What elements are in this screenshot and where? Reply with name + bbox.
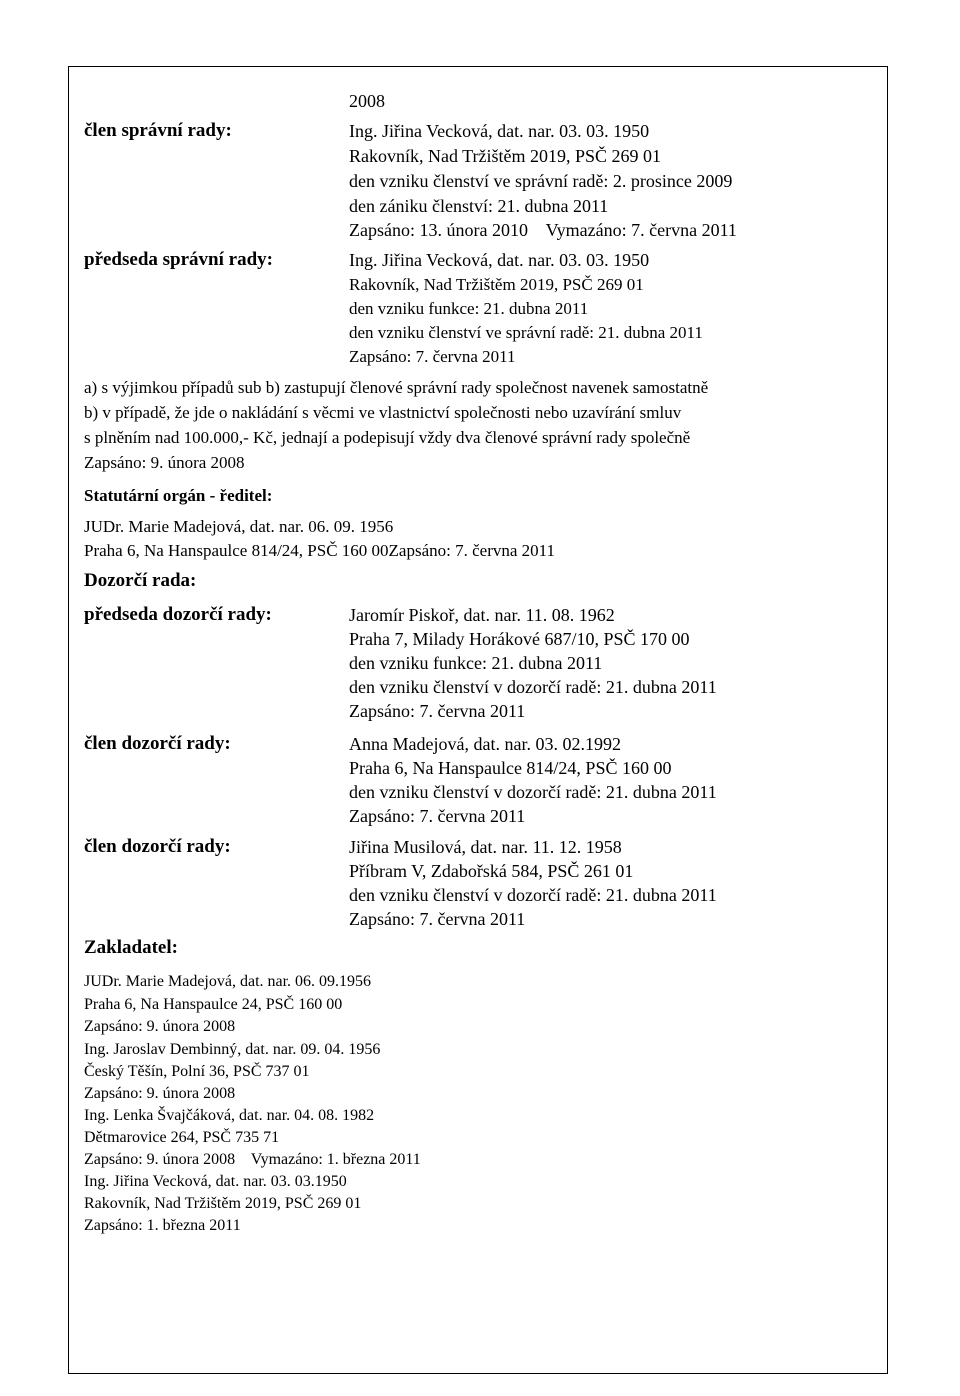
clen-sr-line: Zapsáno: 13. února 2010 Vymazáno: 7. června 2011 xyxy=(349,220,737,240)
clen-dr-line: den vzniku členství v dozorčí radě: 21. dubna 2011 xyxy=(349,885,717,905)
clen-dr-label: člen dozorčí rady: xyxy=(84,836,231,857)
clen-dr-line: den vzniku členství v dozorčí radě: 21. dubna 2011 xyxy=(349,782,717,802)
predseda-sr-line: den vzniku funkce: 21. dubna 2011 xyxy=(349,299,589,318)
clen-dr-line: Anna Madejová, dat. nar. 03. 02.1992 xyxy=(349,734,621,754)
clen-dr-line: Zapsáno: 7. června 2011 xyxy=(349,806,526,826)
predseda-dr-line: Jaromír Piskoř, dat. nar. 11. 08. 1962 xyxy=(349,605,615,625)
clen-dr-line: Jiřina Musilová, dat. nar. 11. 12. 1958 xyxy=(349,837,622,857)
statutarni-line: JUDr. Marie Madejová, dat. nar. 06. 09. 1956 xyxy=(84,517,394,536)
statutarni-line: Praha 6, Na Hanspaulce 814/24, PSČ 160 00Zapsáno: 7. června 2011 xyxy=(84,541,556,560)
predseda-dr-label: předseda dozorčí rady: xyxy=(84,604,272,625)
predseda-dr-line: den vzniku funkce: 21. dubna 2011 xyxy=(349,653,603,673)
predseda-dr-line: Zapsáno: 7. června 2011 xyxy=(349,701,526,721)
predseda-sr-line: den vzniku členství ve správní radě: 21. dubna 2011 xyxy=(349,323,703,342)
predseda-sr-line: Zapsáno: 7. června 2011 xyxy=(349,347,516,366)
clen-sr-line: den vzniku členství ve správní radě: 2. prosince 2009 xyxy=(349,171,733,191)
predseda-sr-line: Ing. Jiřina Vecková, dat. nar. 03. 03. 1950 xyxy=(349,250,650,270)
clen-dr-line: Příbram V, Zdabořská 584, PSČ 261 01 xyxy=(349,861,634,881)
statutarni-heading: Statutární orgán - ředitel: xyxy=(84,486,273,505)
zakladatel-line: Zapsáno: 9. února 2008 Vymazáno: 1. března 2011 xyxy=(84,1151,421,1168)
zakladatel-line: Český Těšín, Polní 36, PSČ 737 01 xyxy=(84,1063,310,1080)
zakladatel-line: Zapsáno: 9. února 2008 xyxy=(84,1085,236,1102)
jednani-line: a) s výjimkou případů sub b) zastupují členové správní rady společnost navenek samostatně xyxy=(84,378,709,397)
jednani-line: s plněním nad 100.000,- Kč, jednají a podepisují vždy dva členové správní rady společně xyxy=(84,428,691,447)
year-text: 2008 xyxy=(349,91,385,111)
clen-sr-line: Ing. Jiřina Vecková, dat. nar. 03. 03. 1950 xyxy=(349,121,650,141)
zakladatel-line: Praha 6, Na Hanspaulce 24, PSČ 160 00 xyxy=(84,996,343,1013)
zakladatel-line: Dětmarovice 264, PSČ 735 71 xyxy=(84,1129,280,1146)
clen-sr-label: člen správní rady: xyxy=(84,120,232,141)
predseda-dr-line: Praha 7, Milady Horákové 687/10, PSČ 170 00 xyxy=(349,629,690,649)
zakladatel-line: Ing. Jiřina Vecková, dat. nar. 03. 03.1950 xyxy=(84,1173,347,1190)
zakladatel-line: JUDr. Marie Madejová, dat. nar. 06. 09.1956 xyxy=(84,973,372,990)
clen-dr-line: Zapsáno: 7. června 2011 xyxy=(349,909,526,929)
dozorci-rada-heading: Dozorčí rada: xyxy=(84,570,197,591)
jednani-line: b) v případě, že jde o nakládání s věcmi ve vlastnictví společnosti nebo uzavírání smluv xyxy=(84,403,682,422)
clen-sr-line: Rakovník, Nad Tržištěm 2019, PSČ 269 01 xyxy=(349,146,662,166)
zakladatel-line: Zapsáno: 1. března 2011 xyxy=(84,1217,241,1234)
predseda-dr-line: den vzniku členství v dozorčí radě: 21. dubna 2011 xyxy=(349,677,717,697)
zakladatel-line: Zapsáno: 9. února 2008 xyxy=(84,1018,236,1035)
clen-dr-label: člen dozorčí rady: xyxy=(84,733,231,754)
clen-dr-line: Praha 6, Na Hanspaulce 814/24, PSČ 160 00 xyxy=(349,758,672,778)
zakladatel-line: Ing. Jaroslav Dembinný, dat. nar. 09. 04. 1956 xyxy=(84,1041,381,1058)
zakladatel-heading: Zakladatel: xyxy=(84,937,178,958)
zakladatel-line: Rakovník, Nad Tržištěm 2019, PSČ 269 01 xyxy=(84,1195,362,1212)
clen-sr-line: den zániku členství: 21. dubna 2011 xyxy=(349,196,609,216)
zakladatel-line: Ing. Lenka Švajčáková, dat. nar. 04. 08. 1982 xyxy=(84,1107,375,1124)
jednani-line: Zapsáno: 9. února 2008 xyxy=(84,453,245,472)
predseda-sr-line: Rakovník, Nad Tržištěm 2019, PSČ 269 01 xyxy=(349,275,644,294)
predseda-sr-label: předseda správní rady: xyxy=(84,249,273,270)
